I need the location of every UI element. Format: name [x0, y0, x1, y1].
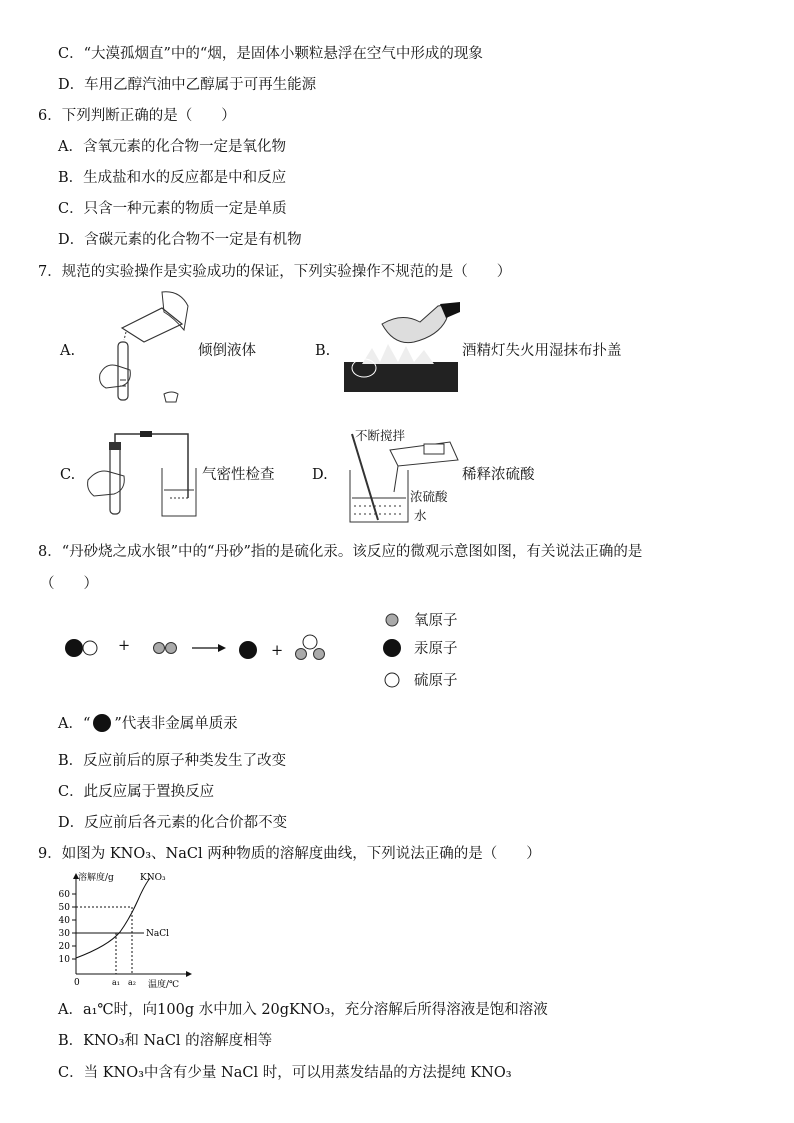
q9-stem: 9．如图为 KNO₃、NaCl 两种物质的溶解度曲线，下列说法正确的是（ ） [38, 846, 541, 862]
q7-a-letter: A. [60, 343, 76, 359]
y-tick-40: 40 [58, 916, 70, 926]
q9-option-b: B．KNO₃和 NaCl 的溶解度相等 [58, 1033, 273, 1049]
alcohol-lamp-fire-figure [342, 302, 460, 394]
q7-d-acid-label: 浓硫酸 [410, 489, 448, 504]
mercury-atom-icon [93, 714, 111, 732]
q8-option-c: C．此反应属于置换反应 [58, 784, 215, 800]
q8-option-a [58, 714, 238, 734]
chart-origin: 0 [74, 978, 80, 988]
q6-stem: 6．下列判断正确的是（ ） [38, 108, 236, 124]
q8-option-d: D．反应前后各元素的化合价都不变 [58, 815, 288, 831]
q7-b-letter: B. [315, 343, 331, 359]
reaction-plus-1: + [118, 638, 131, 654]
q7-d-letter: D. [312, 467, 328, 483]
q7-stem: 7．规范的实验操作是实验成功的保证，下列实验操作不规范的是（ ） [38, 264, 512, 280]
q8-option-b: B．反应前后的原子种类发生了改变 [58, 753, 287, 769]
q6-option-a: A．含氧元素的化合物一定是氧化物 [58, 139, 286, 155]
nacl-series-label: NaCl [146, 929, 170, 939]
q9-option-a: A．a₁℃时，向100g 水中加入 20gKNO₃，充分溶解后所得溶液是饱和溶液 [58, 1002, 548, 1018]
chart-x-axis-label: 温度/℃ [148, 980, 180, 990]
q9-option-c: C．当 KNO₃中含有少量 NaCl 时，可以用蒸发结晶的方法提纯 KNO₃ [58, 1065, 512, 1081]
airtightness-check-figure [84, 428, 200, 520]
q5-option-d: D．车用乙醇汽油中乙醇属于可再生能源 [58, 77, 317, 93]
q7-c-caption: 气密性检查 [202, 467, 275, 483]
y-tick-20: 20 [58, 942, 70, 952]
x-tick-a2: a₂ [128, 978, 136, 987]
kno3-curve [76, 878, 150, 958]
chart-y-axis-label: 溶解度/g [78, 873, 114, 883]
q8-option-a-prefix: A．“ [58, 716, 91, 732]
reaction-diagram [60, 630, 350, 670]
q7-d-stir-label: 不断搅拌 [355, 428, 406, 443]
reaction-plus-2: + [271, 643, 284, 659]
y-tick-10: 10 [58, 955, 70, 965]
y-tick-60: 60 [58, 890, 70, 900]
legend-mercury-label: 汞原子 [414, 641, 458, 657]
atom-legend-symbols [380, 610, 404, 690]
q6-option-c: C．只含一种元素的物质一定是单质 [58, 201, 287, 217]
q8-option-a-suffix: ”代表非金属单质汞 [114, 716, 238, 732]
q8-stem-line2: （ ） [40, 576, 98, 592]
q7-c-letter: C. [60, 467, 76, 483]
q6-option-d: D．含碳元素的化合物不一定是有机物 [58, 232, 302, 248]
q7-b-caption: 酒精灯失火用湿抹布扑盖 [462, 343, 622, 359]
q5-option-c: C．“大漠孤烟直”中的“烟，是固体小颗粒悬浮在空气中形成的现象 [58, 46, 483, 62]
y-tick-50: 50 [58, 903, 70, 913]
kno3-series-label: KNO₃ [140, 873, 166, 883]
q7-a-caption: 倾倒液体 [198, 343, 256, 359]
legend-sulfur-label: 硫原子 [414, 673, 458, 689]
x-tick-a1: a₁ [112, 978, 120, 987]
q6-option-b: B．生成盐和水的反应都是中和反应 [58, 170, 287, 186]
legend-oxygen-label: 氧原子 [414, 613, 458, 629]
solubility-chart [58, 870, 198, 992]
y-tick-30: 30 [58, 929, 70, 939]
pouring-liquid-figure [92, 290, 192, 412]
q7-d-caption: 稀释浓硫酸 [462, 467, 535, 483]
q7-d-water-label: 水 [414, 508, 427, 523]
q8-stem-line1: 8．“丹砂烧之成水银”中的“丹砂”指的是硫化汞。该反应的微观示意图如图，有关说法正确的是 [38, 544, 643, 560]
